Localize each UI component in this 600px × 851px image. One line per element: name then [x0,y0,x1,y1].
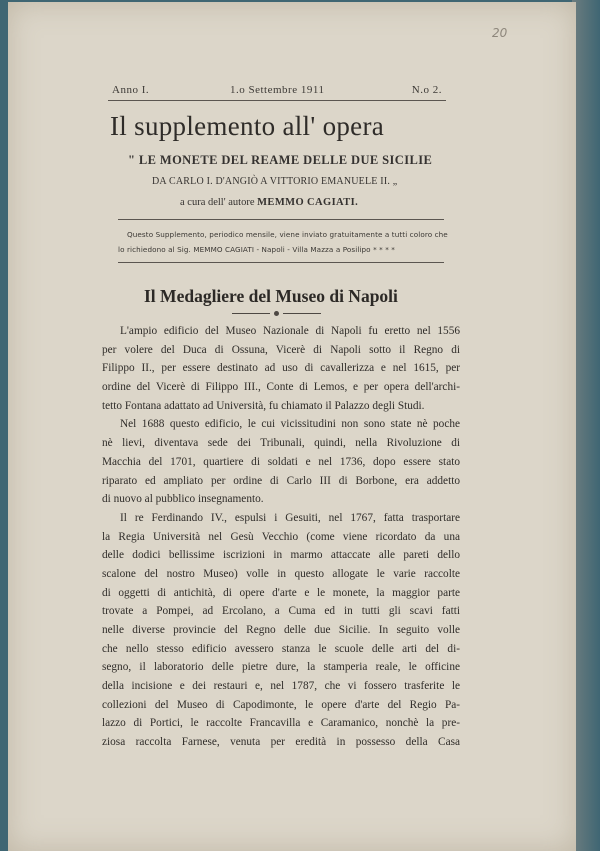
article-line: collezioni del Museo di Capodimonte, le opere d'arte del Regio Pa- [102,698,460,711]
article-line: della incisione e dei restauri e, nel 1787, che vi fossero trasferite le [102,680,460,693]
article-line: delle dodici bellissime iscrizioni in marmo attaccate alle pareti dello [102,549,460,562]
article-line: Nel 1688 questo edificio, le cui vicissitudini non sono state nè poche [120,418,460,431]
article-line: ordine del Vicerè di Filippo III., Conte di Lemos, e per opera dell'archi- [102,381,460,394]
author-credit [180,197,358,208]
article-line: la Regia Università nel Gesù Vecchio (come viene ricordato da una [102,530,460,543]
work-period: DA CARLO I. D'ANGIÒ A VITTORIO EMANUELE II. „ [152,176,398,187]
article-line: Macchia del 1701, quartiere di soldati e nel 1736, dopo essere stato [102,455,460,468]
article-line: tetto Fontana adattato ad Università, fu chiamato il Palazzo degli Studi. [102,399,425,412]
article-heading: Il Medagliere del Museo di Napoli [144,286,398,306]
article-line: nelle diverse provincie del Regno delle due Sicilie. In seguito volle [102,624,460,636]
author-name: MEMMO CAGIATI. [257,197,359,208]
article-line: per volere del Duca di Ossuna, Vicerè di Napoli sotto il Regno di [102,343,460,356]
article-line: Filippo II., per essere destinato ad uso di cavallerizza e nel 1615, per [102,362,460,375]
notice-line-2: lo richiedono al Sig. MEMMO CAGIATI - Napoli - Villa Mazza a Posilipo * * * * [118,245,395,254]
article-line: lazzo di Portici, le raccolte Francavilla e Caramanico, nonchè la pre- [102,717,460,730]
article-line: Il re Ferdinando IV., espulsi i Gesuiti, nel 1767, fatta trasportare [120,511,460,524]
masthead-date: 1.o Settembre 1911 [230,84,325,96]
article-line: che nello stesso edificio avessero stanza le scuole delle arti del di- [102,642,460,655]
work-title: " LE MONETE DEL REAME DELLE DUE SICILIE [128,153,433,167]
article-line: di oggetti di antichità, di opere d'arte e le monete, la maggior parte [102,586,460,599]
article-line: riparato ed ampliato per ordine di Carlo III di Borbone, era addetto [102,474,460,487]
article-line: trovate a Pompei, ad Ercolano, a Cuma ed in tutti gli scavi fatti [102,605,460,618]
notice-top-rule [118,219,444,220]
article-line: nè lievi, diventava sede dei Tribunali, quindi, nella Rivoluzione di [102,437,460,450]
pencil-page-note: 20 [492,26,508,40]
article-line: segno, il laboratorio delle pietre dure, la stamperia reale, le officine [102,661,460,674]
article-line: L'ampio edificio del Museo Nazionale di Napoli fu eretto nel 1556 [120,325,460,337]
masthead-rule [108,100,446,101]
background-edge [572,0,600,851]
article-line: ziosa raccolta Farnese, venuta per eredità in possesso della Casa [102,736,460,749]
notice-line-1: Questo Supplemento, periodico mensile, viene inviato gratuitamente a tutti coloro che [127,230,448,239]
heading-ornament [232,311,322,315]
article-body [102,322,460,752]
article-line: di nuovo al pubblico insegnamento. [102,493,264,506]
masthead-year: Anno I. [112,84,150,96]
masthead-issue-number: N.o 2. [411,84,442,96]
notice-bottom-rule [118,262,444,263]
publication-title: Il supplemento all' opera [110,111,385,141]
author-credit-prefix: a cura dell' autore [180,197,258,208]
article-line: scalone del nostro Museo) volle in questo allogate le varie raccolte [102,567,460,580]
